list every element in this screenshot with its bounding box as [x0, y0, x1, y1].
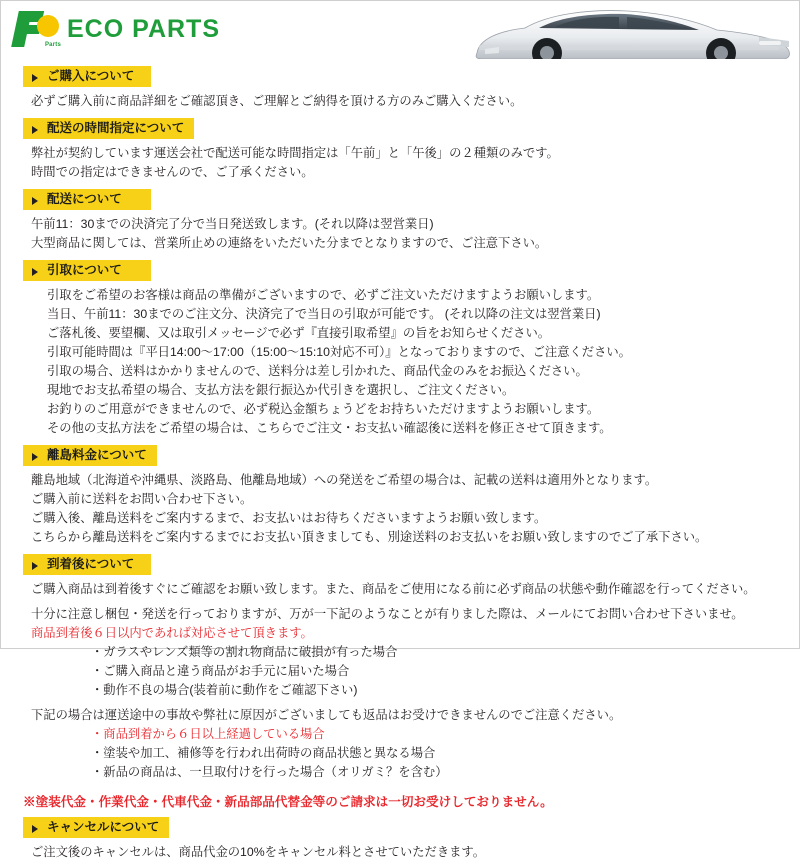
section-delivery [1, 189, 799, 253]
section-heading-cancel: キャンセルについて [23, 817, 169, 838]
section-arrival [1, 554, 799, 810]
text-line: 必ずご購入前に商品詳細をご確認頂き、ご理解とご納得を頂ける方のみご購入ください。 [31, 94, 523, 108]
section-body-pickup [1, 286, 799, 438]
sports-car-image [459, 1, 799, 59]
text-line: ご落札後、要望欄、又は取引メッセージで必ず『直接引取希望』の旨をお知らせください。 [47, 326, 551, 340]
text-line: ご注文後のキャンセルは、商品代金の10%をキャンセル料とさせていただきます。 [31, 845, 486, 859]
text-line: 引取可能時間は『平日14:00～17:00（15:00～15:10対応不可）』となっておりますので、ご注意ください。 [47, 345, 631, 359]
text-line: 午前11：30までの決済完了分で当日発送致します。(それ以降は翌営業日) [31, 217, 434, 231]
list-item: ・新品の商品は、一旦取付けを行った場合（オリガミ？を含む） [91, 765, 448, 779]
text-line: ご購入前に送料をお問い合わせ下さい。 [31, 492, 253, 506]
section-body-delivery [1, 215, 799, 253]
list-item: ・塗装や加工、補修等を行われ出荷時の商品状態と異なる場合 [91, 746, 436, 760]
text-line: 大型商品に関しては、営業所止めの連絡をいただいた分までとなりますので、ご注意下さい。 [31, 236, 548, 250]
section-remote-fee [1, 445, 799, 547]
section-cancel [1, 817, 799, 862]
text-line: 弊社が契約しています運送会社で配送可能な時間指定は「午前」と「午後」の２種類のみです。 [31, 146, 559, 160]
text-line: 時間での指定はできませんので、ご了承ください。 [31, 165, 314, 179]
section-heading-purchase: ご購入について [23, 66, 151, 87]
list-item: ・動作不良の場合(装着前に動作をご確認下さい) [91, 683, 358, 697]
text-line: 下記の場合は運送途中の事故や弊社に原因がございましても返品はお受けできませんのでご注意ください。 [31, 708, 622, 722]
section-pickup [1, 260, 799, 438]
text-line-red-condition: 商品到着後６日以内であれば対応させて頂きます。 [31, 626, 313, 640]
section-body-delivery-time [1, 144, 799, 182]
text-line: 離島地域（北海道や沖縄県、淡路島、他離島地域）への発送をご希望の場合は、記載の送料は適用外となります。 [31, 473, 658, 487]
text-line: 十分に注意し梱包・発送を行っておりますが、万が一下記のようなことが有りました際は、メールにてお問い合わせ下さいませ。 [31, 607, 744, 621]
text-line: こちらから離島送料をご案内するまでにお支払い頂きましても、別途送料のお支払いをお願い致しますのでご了承下さい。 [31, 530, 708, 544]
section-heading-arrival: 到着後について [23, 554, 151, 575]
section-purchase [1, 66, 799, 111]
section-heading-remote-fee: 離島料金について [23, 445, 157, 466]
text-line: その他の支払方法をご希望の場合は、こちらでご注文・お支払い確認後に送料を修正させて頂きます。 [47, 421, 612, 435]
section-body-purchase [1, 92, 799, 111]
section-body-remote-fee [1, 471, 799, 547]
text-line: ご購入後、離島送料をご案内するまで、お支払いはお待ちくださいますようお願い致します。 [31, 511, 547, 525]
final-notice: ※塗装代金・作業代金・代車代金・新品部品代替金等のご請求は一切お受けしておりません。 [23, 795, 553, 809]
logo-mark-text: Parts [44, 42, 61, 48]
section-delivery-time [1, 118, 799, 182]
section-heading-delivery-time: 配送の時間指定について [23, 118, 194, 139]
section-body-arrival [1, 580, 799, 782]
page-header [1, 1, 799, 59]
text-line: お釣りのご用意ができませんので、必ず税込金額ちょうどをお持ちいただけますようお願いします。 [47, 402, 600, 416]
section-heading-pickup: 引取について [23, 260, 151, 281]
list-item: ・ご購入商品と違う商品がお手元に届いた場合 [91, 664, 350, 678]
section-body-cancel [1, 843, 799, 862]
text-line: 当日、午前11：30までのご注文分、決済完了で当日の引取が可能です。 (それ以降の注文は翌営業日) [47, 307, 601, 321]
text-line: 現地でお支払希望の場合、支払方法を銀行振込か代引きを選択し、ご注文ください。 [47, 383, 515, 397]
text-line: 引取の場合、送料はかかりませんので、送料分は差し引かれた、商品代金のみをお振込ください。 [47, 364, 588, 378]
section-heading-delivery: 配送について [23, 189, 151, 210]
brand-name: ECO PARTS [67, 14, 220, 43]
text-line: ご購入商品は到着後すぐにご確認をお願い致します。また、商品をご使用になる前に必ず商品の状態や動作確認を行ってください。 [31, 582, 756, 596]
text-line: 引取をご希望のお客様は商品の準備がございますので、必ずご注文いただけますようお願いします。 [47, 288, 600, 302]
eco-parts-logo-icon [15, 11, 59, 47]
list-item: ・商品到着から６日以上経過している場合 [91, 727, 325, 741]
list-item: ・ガラスやレンズ類等の割れ物商品に破損が有った場合 [91, 645, 398, 659]
